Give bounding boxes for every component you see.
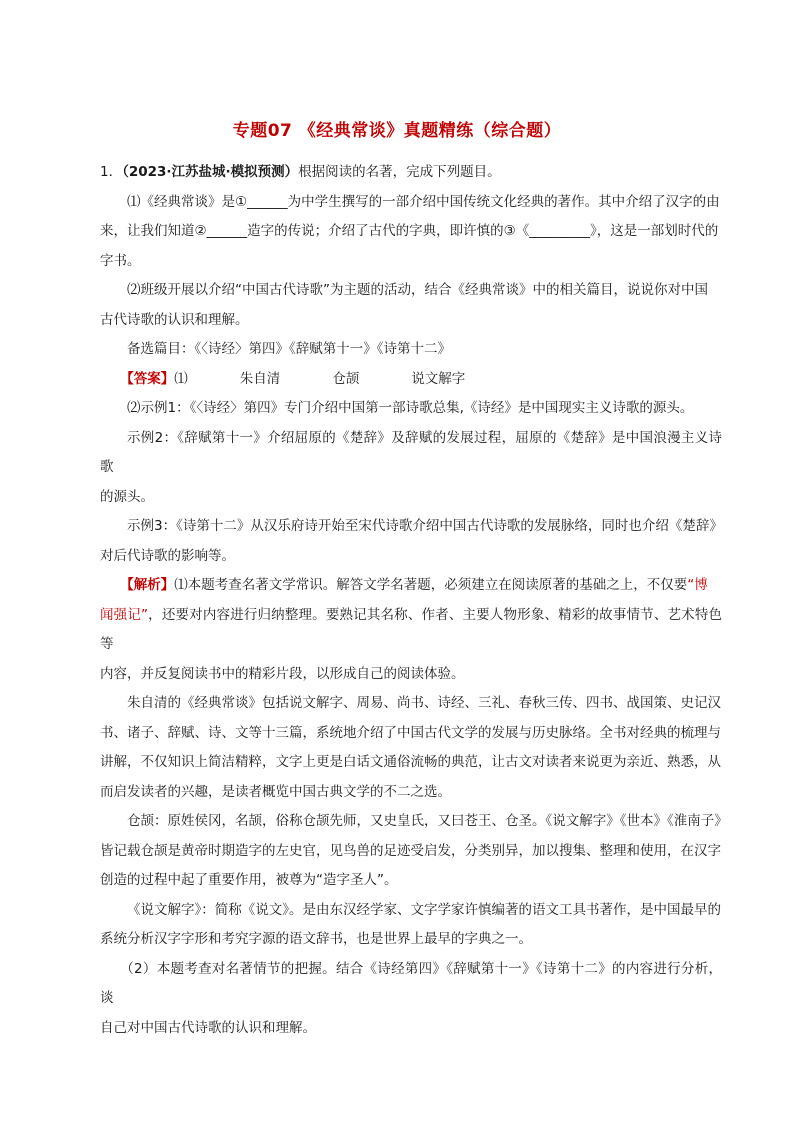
question-number: 1． [100, 164, 123, 180]
text-line: 的源头。 [100, 488, 154, 505]
text-line: 备选篇目：《〈诗经〉第四》《辞赋第十一》《诗第十二》 [127, 341, 451, 357]
text-line: 书、诸子、辞赋、诗、文等十三篇，系统地介绍了中国古代文学的发展与历史脉络。全书对经典的梳理与 [100, 724, 721, 741]
text-line: 系统分析汉字字形和考究字源的语文辞书，也是世界上最早的字典之一。 [100, 931, 532, 947]
answer-line [100, 365, 722, 395]
analysis-para-3 [100, 807, 728, 837]
question-part-2 [100, 276, 722, 306]
options-line [100, 335, 722, 365]
question-part-1-end [100, 247, 722, 277]
text-line: ⑴本题考查名著文学常识。解答文学名著题，必须建立在阅读原著的基础之上，不仅要 [174, 577, 688, 593]
text-line: 古代诗歌的认识和理解。 [100, 311, 249, 328]
text-line: 示例3：《诗第十二》从汉乐府诗开始至宋代诗歌介绍中国古代诗歌的发展脉络，同时也介绍《楚辞》 [127, 518, 723, 534]
answer-label: 【答案】 [120, 370, 175, 387]
analysis-para-4 [100, 896, 722, 926]
answer-example-2-cont [100, 483, 722, 513]
highlight-text: “博 [687, 577, 708, 593]
text-line: 内容，并反复阅读书中的精彩片段，以形成自己的阅读体验。 [100, 665, 465, 682]
page-title: 专题07 《经典常谈》真题精练（综合题） [232, 121, 562, 141]
text-line: （2）本题考查对名著情节的把握。结合《诗经第四》《辞赋第十一》《诗第十二》的内容进行分析，谈 [100, 960, 722, 1006]
answer-example-1 [100, 394, 722, 424]
analysis-para-2-line-2 [100, 719, 722, 749]
answer-3: 说文解字 [411, 370, 466, 387]
answer-number: ⑴ [174, 370, 188, 387]
analysis-para-1-cont [100, 601, 722, 660]
analysis-label: 【解析】 [120, 577, 175, 593]
text-line: ⑵示例1：《〈诗经〉第四》专门介绍中国第一部诗歌总集,《诗经》是中国现实主义诗歌的源头。 [127, 400, 694, 416]
document-body [100, 158, 728, 1043]
text-line: ，还要对内容进行归纳整理。要熟记其名称、作者、主要人物形象、精彩的故事情节、艺术特色等 [100, 606, 722, 652]
analysis-para-5 [100, 955, 722, 1014]
question-part-1-cont [100, 217, 722, 247]
text-line: 示例2：《辞赋第十一》介绍屈原的《楚辞》及辞赋的发展过程，屈原的《楚辞》是中国浪漫主义诗歌 [100, 429, 722, 475]
question-part-1 [100, 188, 722, 218]
analysis-para-5-line-2 [100, 1014, 722, 1044]
text-line: 自己对中国古代诗歌的认识和理解。 [100, 1019, 316, 1036]
question-source: （2023·江苏盐城·模拟预测） [122, 164, 299, 180]
question-text: 根据阅读的名著，完成下列题目。 [298, 164, 501, 180]
text-line: 仓颉：原姓侯冈，名颉，俗称仓颉先师，又史皇氏，又曰苍王、仓圣。《说文解字》《世本》《淮南子》 [127, 813, 728, 829]
analysis-para-1-end [100, 660, 722, 690]
answer-example-3 [100, 512, 722, 542]
analysis-para-2 [100, 689, 722, 719]
analysis-para-4-line-2 [100, 925, 722, 955]
text-line: 《说文解字》：简称《说文》。是由东汉经学家、文字学家许慎编著的语文工具书著作，是中国最早的 [127, 901, 721, 918]
analysis-para-2-line-3 [100, 748, 722, 778]
analysis-para-1 [100, 571, 722, 601]
text-line: 来，让我们知道②______造字的传说；介绍了古代的字典，即许慎的③《_________》，这是一部划时代的 [100, 223, 719, 239]
text-line: 皆记载仓颉是黄帝时期造字的左史官，见鸟兽的足迹受启发，分类别异，加以搜集、整理和使用，在汉字 [100, 842, 721, 859]
analysis-para-3-line-3 [100, 866, 722, 896]
text-line: ⑵班级开展以介绍“中国古代诗歌”为主题的活动，结合《经典常谈》中的相关篇目，说说你对中国 [127, 282, 708, 298]
answer-example-2 [100, 424, 722, 483]
highlight-text: 闻强记” [100, 606, 148, 623]
text-line: ⑴《经典常谈》是①______为中学生撰写的一部介绍中国传统文化经典的著作。其中介绍了汉字的由 [127, 193, 720, 210]
analysis-para-3-line-2 [100, 837, 722, 867]
question-part-2-cont [100, 306, 722, 336]
answer-1: 朱自清 [239, 370, 281, 387]
text-line: 讲解，不仅知识上简洁精粹，文字上更是白话文通俗流畅的典范，让古文对读者来说更为亲近、熟悉，从 [100, 754, 721, 770]
text-line: 朱自清的《经典常谈》包括说文解字、周易、尚书、诗经、三礼、春秋三传、四书、战国策、史记汉 [127, 695, 721, 711]
analysis-para-2-line-4 [100, 778, 722, 808]
answer-2: 仓颉 [332, 370, 360, 387]
answer-example-3-cont [100, 542, 722, 572]
text-line: 创造的过程中起了重要作用，被尊为“造字圣人”。 [100, 872, 398, 888]
text-line: 对后代诗歌的影响等。 [100, 547, 235, 564]
question-stem [100, 158, 722, 188]
text-line: 字书。 [100, 252, 141, 269]
text-line: 而启发读者的兴趣，是读者概览中国古典文学的不二之选。 [100, 783, 451, 800]
